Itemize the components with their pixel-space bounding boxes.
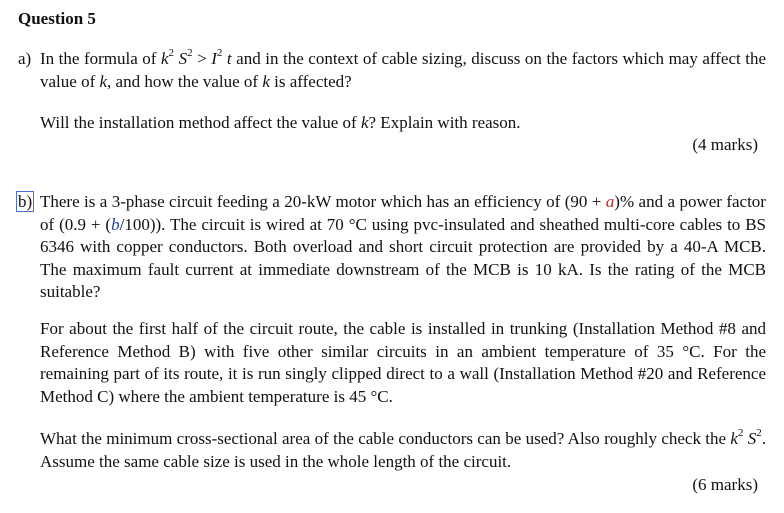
part-b-text-1: There is a 3-phase circuit feeding a 20-kW motor which has an efficiency of (90 + [40,192,606,211]
var-k: k [262,71,270,91]
part-b-paragraph-2: For about the first half of the circuit route, the cable is installed in trunking (Installation Method #8 and Reference Method B) with five other similar circuits in an ambient temperature of 35 °C. For the remaining part of its route, it is run singly clipped direct to a wall (Installation Method #20 and Reference Method C) where the ambient temperature is 45 °C. [40,319,766,406]
formula-sup: 2 [187,47,193,60]
part-a-marks: (4 marks) [692,135,758,154]
part-a-text-1: In the formula of [40,49,161,68]
formula-sup: 2 [737,427,744,440]
part-b-label [18,191,34,214]
part-a-text [18,48,766,93]
formula-sup: 2 [216,47,223,60]
formula-sup: 2 [168,47,175,60]
part-b-text [18,191,766,304]
var-k: k [360,113,369,132]
part-a-subquestion [40,112,766,135]
part-b-label-text: b) [18,192,33,211]
part-b-marks: (6 marks) [692,475,758,494]
part-a-q2-text: Will the installation method affect the value of [40,113,361,132]
part-b-p3-text-2: . Assume the same cable size is used in the whole length of the circuit. [40,429,766,471]
part-a-text-3: , and how the value of [107,71,263,91]
part-a-label: a) [18,49,32,68]
formula-i: I [211,49,217,68]
part-b-question [18,191,766,304]
formula-gt: > [192,49,212,68]
formula-s: S [178,49,188,68]
var-k: k [99,71,108,91]
var-k: k [730,429,738,448]
formula-k: k [161,49,169,68]
formula-sup: 2 [756,427,762,440]
var-a: a [605,192,615,211]
part-a-q2-text-end: ? Explain with reason. [368,113,521,132]
formula-t: t [226,49,232,68]
part-a-text-2: and in the context of cable sizing, discuss on the factors which may affect the value of [40,49,767,91]
part-b-text-2: )% and a power factor of (0.9 + ( [40,192,766,234]
part-b-paragraph-3 [40,428,766,473]
part-b-text-3: /100)). The circuit is wired at 70 °C using pvc-insulated and sheathed multi-core cables to BS 6346 with copper conductors. Both overload and short circuit protection are provided by a 40-A MCB. The maximum fault current at immediate downstream of the MCB is 10 kA. Is the rating of the MCB suitable? [40,214,767,301]
var-s: S [747,429,757,448]
part-a-text-4: is affected? [269,71,352,91]
part-a-question [18,48,766,93]
var-b: b [111,214,120,234]
question-title: Question 5 [18,9,96,28]
part-b-p3-text-1: What the minimum cross-sectional area of the cable conductors can be used? Also roughly check the [40,429,731,448]
